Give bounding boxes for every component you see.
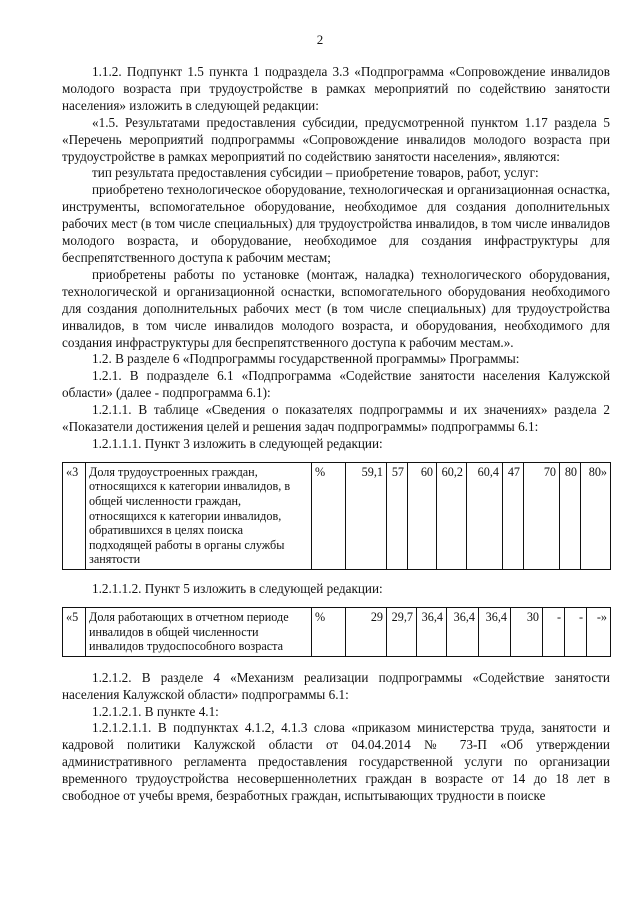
value-cell: 59,1 (346, 462, 387, 569)
paragraph-1-2-1: 1.2.1. В подразделе 6.1 «Подпрограмма «Содействие занятости населения Калужской области» (далее - подпрограмма 6.1): (62, 368, 610, 401)
paragraph-1-2-1-1-1: 1.2.1.1.1. Пункт 3 изложить в следующей редакции: (92, 435, 383, 451)
paragraph-result-type: тип результата предоставления субсидии – приобретение товаров, работ, услуг: (92, 165, 539, 181)
table-row (63, 607, 611, 656)
value-cell: 36,4 (417, 607, 447, 656)
indicator-name: Доля работающих в отчетном периоде инвалидов в общей численности инвалидов трудоспособного возраста (86, 607, 312, 656)
indicator-name: Доля трудоустроенных граждан, относящихся к категории инвалидов, в общей численности граждан, относящихся к категории инвалидов, обратившихся в целях поиска подходящей работы в органы службы занятости (86, 462, 312, 569)
value-cell: 60 (408, 462, 437, 569)
item-number: «3 (63, 462, 86, 569)
value-cell: 36,4 (479, 607, 511, 656)
value-cell: 30 (511, 607, 543, 656)
value-cell: -» (587, 607, 611, 656)
paragraph-1-5: «1.5. Результатами предоставления субсидии, предусмотренной пунктом 1.17 раздела 5 «Перечень мероприятий подпрограммы «Сопровождение инвалидов молодого возраста при трудоустройстве в рамках мероприятий по содействию занятости населения», являются: (62, 114, 610, 164)
value-cell: 57 (387, 462, 408, 569)
value-cell: 80 (560, 462, 581, 569)
value-cell: - (543, 607, 565, 656)
paragraph-1-2-1-1-2: 1.2.1.1.2. Пункт 5 изложить в следующей редакции: (92, 581, 383, 596)
indicator-unit: % (312, 462, 346, 569)
document-body (62, 64, 610, 805)
page-number: 2 (316, 32, 324, 47)
value-cell: 70 (524, 462, 560, 569)
value-cell: 29 (346, 607, 387, 656)
value-cell: 29,7 (387, 607, 417, 656)
paragraph-1-2-1-2-1: 1.2.1.2.1. В пункте 4.1: (92, 703, 219, 719)
indicator-table-item-3 (62, 462, 611, 570)
paragraph-equipment: приобретено технологическое оборудование, технологическая и организационная оснастка, инструменты, вспомогательное оборудование, необходимое для создания дополнительных рабочих мест (в том числе специальных) для трудоустройства инвалидов, в том числе инвалидов молодого возраста, и оборудование, необходимое для создания инфраструктуры для беспрепятственного доступа к рабочим местам; (62, 182, 610, 265)
value-cell: 60,2 (437, 462, 467, 569)
paragraph-1-2-1-2: 1.2.1.2. В разделе 4 «Механизм реализации подпрограммы «Содействие занятости населения Калужской области» подпрограммы 6.1: (62, 669, 610, 702)
value-cell: 80» (581, 462, 611, 569)
value-cell: - (565, 607, 587, 656)
value-cell: 47 (503, 462, 524, 569)
indicator-table-item-5 (62, 607, 611, 657)
paragraph-1-2-1-1: 1.2.1.1. В таблице «Сведения о показателях подпрограммы и их значениях» раздела 2 «Показатели достижения целей и решения задач подпрограммы» подпрограммы 6.1: (62, 402, 610, 435)
item-number: «5 (63, 607, 86, 656)
paragraph-1-2: 1.2. В разделе 6 «Подпрограммы государственной программы» Программы: (92, 351, 520, 367)
paragraph-works: приобретены работы по установке (монтаж, наладка) технологического оборудования, технологической и организационной оснастки, вспомогательного оборудования необходимого для создания дополнительных рабочих мест (в том числе специальных) для трудоустройства инвалидов, в том числе инвалидов молодого возраста, и оборудования, необходимого для создания инфраструктуры для беспрепятственного доступа к рабочим местам.». (62, 266, 610, 350)
value-cell: 36,4 (447, 607, 479, 656)
indicator-unit: % (312, 607, 346, 656)
paragraph-1-2-1-2-1-1: 1.2.1.2.1.1. В подпунктах 4.1.2, 4.1.3 слова «приказом министерства труда, занятости и кадровой политики Калужской области от 04.04.2014 № 73-П «Об утверждении административного регламента предоставления государственной услуги по организации временного трудоустройства несовершеннолетних граждан в возрасте от 14 до 18 лет в свободное от учебы время, безработных граждан, испытывающих трудности в поиске (62, 720, 610, 804)
value-cell: 60,4 (467, 462, 503, 569)
table-row (63, 462, 611, 569)
paragraph-1-1-2: 1.1.2. Подпункт 1.5 пункта 1 подраздела 3.3 «Подпрограмма «Сопровождение инвалидов молодого возраста при трудоустройстве в рамках мероприятий по содействию занятости населения» изложить в следующей редакции: (62, 64, 610, 113)
